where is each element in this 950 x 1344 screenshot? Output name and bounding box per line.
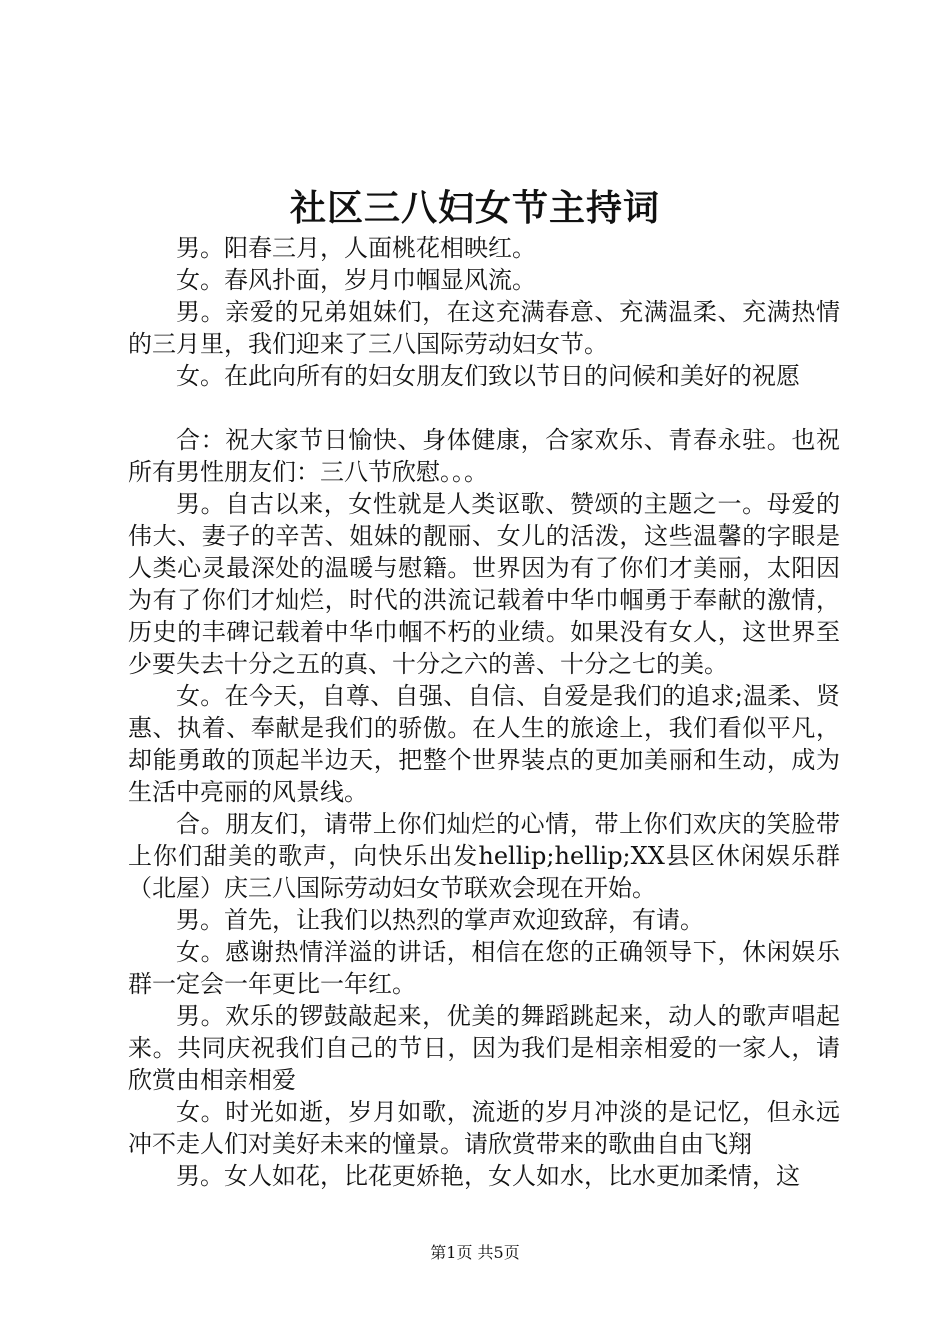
paragraph: 男。阳春三月，人面桃花相映红。 [176, 234, 536, 262]
paragraph: 男。欢乐的锣鼓敲起来，优美的舞蹈跳起来，动人的歌声唱起来。共同庆祝我们自己的节日，因为我们是相亲相爱的一家人，请欣赏由相亲相爱 [128, 1002, 840, 1094]
paragraph: 男。亲爱的兄弟姐妹们，在这充满春意、充满温柔、充满热情的三月里，我们迎来了三八国际劳动妇女节。 [128, 298, 840, 358]
paragraph: 女。在今天，自尊、自强、自信、自爱是我们的追求;温柔、贤惠、执着、奉献是我们的骄傲。在人生的旅途上，我们看似平凡，却能勇敢的顶起半边天，把整个世界装点的更加美丽和生动，成为生活中亮丽的风景线。 [128, 682, 840, 806]
paragraph: 女。春风扑面，岁月巾帼显风流。 [176, 266, 536, 294]
document-body [128, 232, 840, 1192]
paragraph: 合。朋友们，请带上你们灿烂的心情，带上你们欢庆的笑脸带上你们甜美的歌声，向快乐出发hellip;hellip;XX县区休闲娱乐群（北屋）庆三八国际劳动妇女节联欢会现在开始。 [128, 810, 840, 902]
document-title: 社区三八妇女节主持词 [289, 187, 660, 229]
page-number-footer: 第1页 共5页 [430, 1243, 520, 1262]
paragraph: 男。自古以来，女性就是人类讴歌、赞颂的主题之一。母爱的伟大、妻子的辛苦、姐妹的靓丽、女儿的活泼，这些温馨的字眼是人类心灵最深处的温暖与慰籍。世界因为有了你们才美丽，太阳因为有了你们才灿烂，时代的洪流记载着中华巾帼勇于奉献的激情，历史的丰碑记载着中华巾帼不朽的业绩。如果没有女人，这世界至少要失去十分之五的真、十分之六的善、十分之七的美。 [128, 490, 840, 678]
paragraph: 合：祝大家节日愉快、身体健康，合家欢乐、青春永驻。也祝所有男性朋友们：三八节欣慰。。。 [128, 426, 840, 486]
paragraph: 男。首先，让我们以热烈的掌声欢迎致辞，有请。 [176, 906, 704, 934]
paragraph: 女。在此向所有的妇女朋友们致以节日的问候和美好的祝愿 [176, 362, 800, 390]
paragraph: 男。女人如花，比花更娇艳，女人如水，比水更加柔情，这 [176, 1162, 800, 1190]
paragraph: 女。时光如逝，岁月如歌，流逝的岁月冲淡的是记忆，但永远冲不走人们对美好未来的憧景。请欣赏带来的歌曲自由飞翔 [128, 1098, 840, 1158]
paragraph: 女。感谢热情洋溢的讲话，相信在您的正确领导下，休闲娱乐群一定会一年更比一年红。 [128, 938, 840, 998]
